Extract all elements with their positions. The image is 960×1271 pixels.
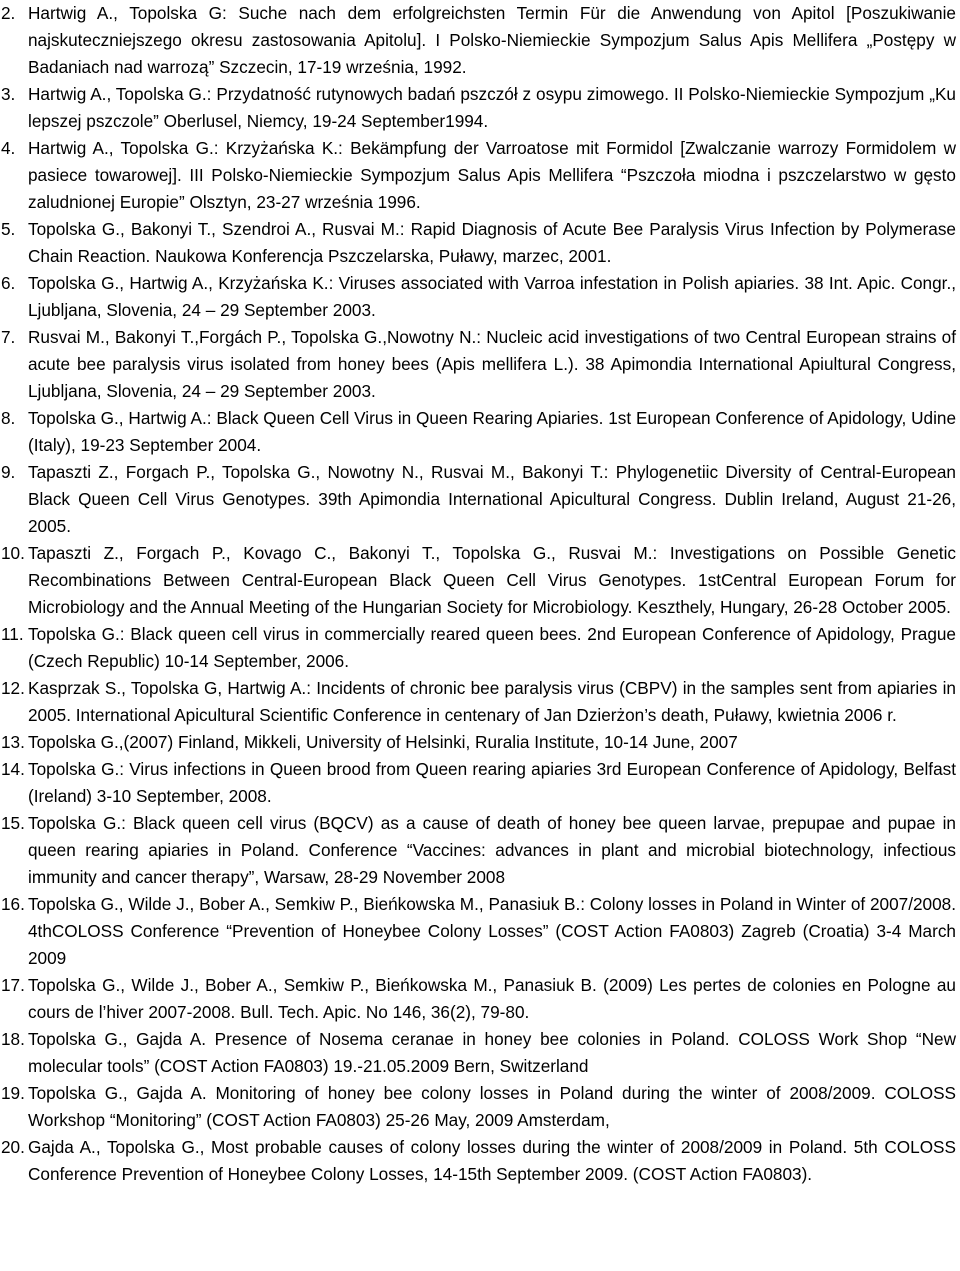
reference-number: 2. [1, 3, 16, 23]
reference-number: 13. [1, 732, 25, 752]
reference-text: Topolska G.: Black queen cell virus in commercially reared queen bees. 2nd European Conference of Apidology, Prague (Czech Republic) 10-14 September, 2006. [28, 624, 956, 671]
reference-item [1, 729, 956, 756]
reference-text: Topolska G., Wilde J., Bober A., Semkiw P., Bieńkowska M., Panasiuk B. (2009) Les pertes de colonies en Pologne au cours de l’hiver 2007-2008. Bull. Tech. Apic. No 146, 36(2), 79-80. [28, 975, 956, 1022]
reference-text: Topolska G., Hartwig A.: Black Queen Cell Virus in Queen Rearing Apiaries. 1st European Conference of Apidology, Udine (Italy), 19-23 September 2004. [28, 408, 956, 455]
reference-number: 16. [1, 894, 25, 914]
reference-item [1, 540, 956, 621]
reference-text: Hartwig A., Topolska G.: Przydatność rutynowych badań pszczół z osypu zimowego. II Polsko-Niemieckie Sympozjum „Ku lepszej pszczole” Oberlusel, Niemcy, 19-24 September1994. [28, 84, 956, 131]
reference-item [1, 81, 956, 135]
reference-text: Tapaszti Z., Forgach P., Kovago C., Bakonyi T., Topolska G., Rusvai M.: Investigations on Possible Genetic Recombinations Between Central-European Black Queen Cell Virus Genotypes. 1stCentral European Forum for Microbiology and the Annual Meeting of the Hungarian Society for Microbiology. Keszthely, Hungary, 26-28 October 2005. [28, 543, 956, 617]
reference-text: Topolska G., Gajda A. Monitoring of honey bee colony losses in Poland during the winter of 2008/2009. COLOSS Workshop “Monitoring” (COST Action FA0803) 25-26 May, 2009 Amsterdam, [28, 1083, 956, 1130]
reference-text: Topolska G.: Black queen cell virus (BQCV) as a cause of death of honey bee queen larvae, prepupae and pupae in queen rearing apiaries in Poland. Conference “Vaccines: advances in plant and microbial biotechnology, infectious immunity and cancer therapy”, Warsaw, 28-29 November 2008 [28, 813, 956, 887]
reference-number: 19. [1, 1083, 25, 1103]
reference-number: 14. [1, 759, 25, 779]
reference-item [1, 216, 956, 270]
reference-item [1, 1080, 956, 1134]
reference-item [1, 1134, 956, 1188]
reference-item [1, 810, 956, 891]
reference-number: 4. [1, 138, 16, 158]
reference-list [1, 0, 956, 1188]
reference-item [1, 756, 956, 810]
reference-item [1, 405, 956, 459]
reference-text: Topolska G., Bakonyi T., Szendroi A., Rusvai M.: Rapid Diagnosis of Acute Bee Paralysis Virus Infection by Polymerase Chain Reaction. Naukowa Konferencja Pszczelarska, Puławy, marzec, 2001. [28, 219, 956, 266]
reference-number: 11. [1, 624, 24, 644]
reference-text: Gajda A., Topolska G., Most probable causes of colony losses during the winter of 2008/2009 in Poland. 5th COLOSS Conference Prevention of Honeybee Colony Losses, 14-15th September 2009. (COST Action FA0803). [28, 1137, 956, 1184]
reference-text: Topolska G., Hartwig A., Krzyżańska K.: Viruses associated with Varroa infestation in Polish apiaries. 38 Int. Apic. Congr., Ljubljana, Slovenia, 24 – 29 September 2003. [28, 273, 956, 320]
reference-number: 3. [1, 84, 16, 104]
reference-item [1, 675, 956, 729]
reference-number: 5. [1, 219, 16, 239]
reference-text: Topolska G., Wilde J., Bober A., Semkiw P., Bieńkowska M., Panasiuk B.: Colony losses in Poland in Winter of 2007/2008. 4thCOLOSS Conference “Prevention of Honeybee Colony Losses” (COST Action FA0803) Zagreb (Croatia) 3-4 March 2009 [28, 894, 956, 968]
reference-item [1, 621, 956, 675]
reference-item [1, 270, 956, 324]
reference-item [1, 0, 956, 81]
reference-text: Rusvai M., Bakonyi T.,Forgách P., Topolska G.,Nowotny N.: Nucleic acid investigations of two Central European strains of acute bee paralysis virus isolated from honey bees (Apis mellifera L.). 38 Apimondia International Apiultural Congress, Ljubljana, Slovenia, 24 – 29 September 2003. [28, 327, 956, 401]
reference-text: Tapaszti Z., Forgach P., Topolska G., Nowotny N., Rusvai M., Bakonyi T.: Phylogenetiic Diversity of Central-European Black Queen Cell Virus Genotypes. 39th Apimondia International Apicultural Congress. Dublin Ireland, August 21-26, 2005. [28, 462, 956, 536]
reference-number: 10. [1, 543, 25, 563]
reference-number: 12. [1, 678, 25, 698]
reference-number: 8. [1, 408, 16, 428]
reference-number: 20. [1, 1137, 25, 1157]
reference-number: 15. [1, 813, 25, 833]
reference-text: Topolska G.,(2007) Finland, Mikkeli, University of Helsinki, Ruralia Institute, 10-14 June, 2007 [28, 732, 738, 752]
reference-item [1, 972, 956, 1026]
reference-number: 17. [1, 975, 25, 995]
reference-item [1, 324, 956, 405]
reference-item [1, 891, 956, 972]
reference-text: Hartwig A., Topolska G: Suche nach dem erfolgreichsten Termin Für die Anwendung von Apitol [Poszukiwanie najskuteczniejszego okresu zastosowania Apitolu]. I Polsko-Niemieckie Sympozjum Salus Apis Mellifera „Postępy w Badaniach nad warrozą” Szczecin, 17-19 września, 1992. [28, 3, 956, 77]
reference-item [1, 1026, 956, 1080]
reference-text: Hartwig A., Topolska G.: Krzyżańska K.: Bekämpfung der Varroatose mit Formidol [Zwalczanie warrozy Formidolem w pasiece towarowej]. III Polsko-Niemieckie Sympozjum Salus Apis Mellifera “Pszczoła miodna i pszczelarstwo w gęsto zaludnionej Europie” Olsztyn, 23-27 września 1996. [28, 138, 956, 212]
reference-text: Topolska G., Gajda A. Presence of Nosema ceranae in honey bee colonies in Poland. COLOSS Work Shop “New molecular tools” (COST Action FA0803) 19.-21.05.2009 Bern, Switzerland [28, 1029, 956, 1076]
reference-number: 7. [1, 327, 16, 347]
reference-number: 6. [1, 273, 16, 293]
reference-number: 9. [1, 462, 16, 482]
reference-number: 18. [1, 1029, 25, 1049]
reference-item [1, 135, 956, 216]
reference-text: Kasprzak S., Topolska G, Hartwig A.: Incidents of chronic bee paralysis virus (CBPV) in the samples sent from apiaries in 2005. International Apicultural Scientific Conference in centenary of Jan Dzierżon’s death, Puławy, kwietnia 2006 r. [28, 678, 956, 725]
reference-item [1, 459, 956, 540]
reference-text: Topolska G.: Virus infections in Queen brood from Queen rearing apiaries 3rd European Conference of Apidology, Belfast (Ireland) 3-10 September, 2008. [28, 759, 956, 806]
